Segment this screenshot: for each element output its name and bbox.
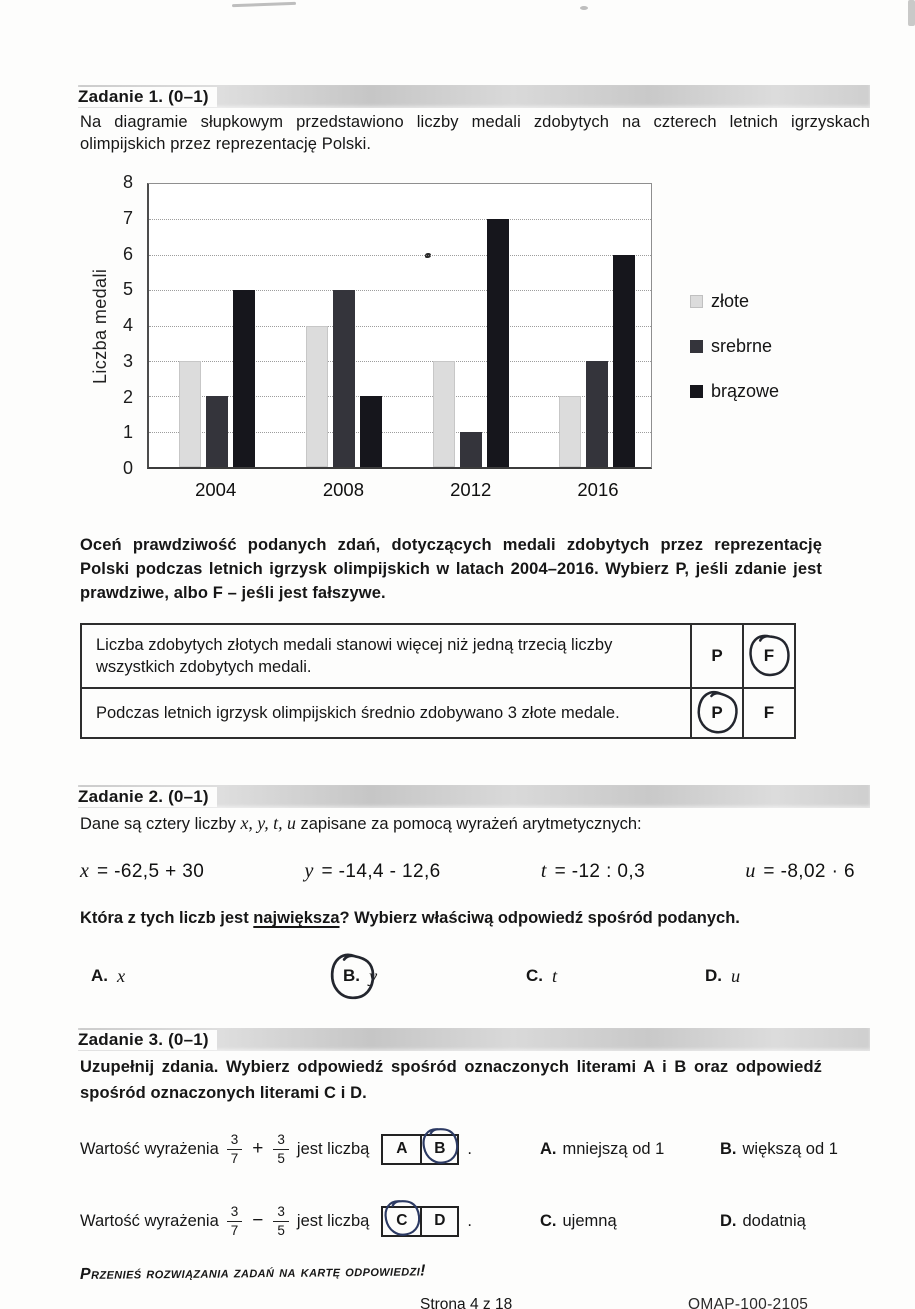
statement-text: Liczba zdobytych złotych medali stanowi więcej niż jedną trzecią liczby wszystkich zdobytych medali. (81, 624, 691, 688)
legend-label: srebrne (711, 336, 773, 356)
sentence-period: . (467, 1211, 472, 1230)
task2-intro-text (80, 813, 870, 834)
task3-sentence-row (80, 1196, 870, 1246)
bar-złote-2016 (559, 396, 581, 467)
chart-plot-column (122, 172, 652, 513)
y-tick-label: 0 (122, 458, 133, 479)
answer-p-label: P (711, 703, 723, 722)
choice-letter: B. (720, 1139, 737, 1158)
option-c (523, 964, 557, 988)
choice-d (720, 1212, 806, 1231)
question-underlined-word: największa (253, 909, 340, 927)
y-tick-label: 3 (122, 350, 133, 371)
fraction-denominator: 7 (227, 1149, 243, 1166)
letter-box-a: A (396, 1140, 408, 1157)
option-value: y (369, 965, 378, 986)
answer-f-label: F (763, 703, 775, 722)
bar-group-2008 (306, 184, 382, 467)
page-info-line (80, 1296, 870, 1309)
document-code: OMAP-100-2105 (688, 1296, 809, 1309)
fraction (227, 1133, 243, 1166)
bar-brązowe-2004 (233, 290, 255, 467)
y-tick-label: 6 (122, 243, 133, 264)
expr-var: y (304, 860, 314, 882)
task2-question (80, 909, 870, 928)
true-false-table (80, 623, 796, 739)
task3-sentence-row (80, 1124, 870, 1174)
expr-body: = -14,4 - 12,6 (321, 861, 441, 882)
chart-legend (690, 291, 779, 513)
expr-var: u (745, 860, 756, 882)
question-prefix: Która z tych liczb jest (80, 909, 254, 927)
legend-label: złote (711, 291, 750, 311)
sentence-middle: jest liczbą (296, 1139, 370, 1158)
expression-u (745, 860, 855, 883)
legend-swatch (690, 340, 703, 353)
bar-group-2004 (179, 184, 255, 467)
choice-text: ujemną (562, 1211, 617, 1230)
bar-group-2012 (433, 184, 509, 467)
letter-box-d: D (420, 1208, 457, 1235)
legend-item-złote (690, 291, 779, 312)
option-letter: B. (340, 964, 363, 988)
option-b (340, 964, 377, 988)
question-suffix: ? Wybierz właściwą odpowiedź spośród podanych. (339, 909, 740, 927)
fraction (273, 1205, 289, 1238)
option-letter: A. (91, 966, 108, 985)
task1-header-bar (78, 85, 870, 108)
choice-b (720, 1140, 838, 1159)
fraction-denominator: 7 (227, 1221, 243, 1238)
choice-letter: C. (540, 1211, 557, 1230)
y-tick-label: 5 (122, 279, 133, 300)
answer-letter-boxes (381, 1206, 459, 1237)
expression-t (541, 860, 645, 883)
fraction (273, 1133, 289, 1166)
task1-prompt-text: Oceń prawdziwość podanych zdań, dotyczących medali zdobytych przez reprezentację Polski podczas letnich igrzysk olimpijskich w latach 2004–2016. Wybierz P, jeśli zdanie jest prawdziwe, albo F – jeśli jest fałszywe. (80, 536, 822, 602)
x-tick-label: 2004 (195, 479, 237, 500)
chart-x-axis-labels (147, 477, 652, 507)
task3-title: Zadanie 3. (0–1) (78, 1030, 217, 1050)
sentence-middle: jest liczbą (296, 1211, 370, 1230)
option-a (88, 964, 125, 988)
choice-a (540, 1140, 712, 1159)
option-d (702, 964, 740, 988)
fraction-numerator: 3 (277, 1203, 285, 1219)
scan-artifact (580, 6, 588, 10)
fraction-denominator: 5 (273, 1221, 289, 1238)
intro-prefix: Dane są cztery liczby (80, 815, 236, 833)
expression-y (305, 860, 441, 883)
chart-y-axis-ticks (111, 172, 139, 479)
chart-plot-area (147, 183, 652, 469)
bar-złote-2008 (306, 326, 328, 468)
bar-brązowe-2008 (360, 396, 382, 467)
task3-header-bar (78, 1028, 870, 1051)
bar-group-2016 (559, 184, 635, 467)
expr-var: x (80, 860, 90, 882)
scan-artifact (232, 2, 296, 7)
task-3-section (80, 1028, 870, 1246)
legend-swatch (690, 295, 703, 308)
intro-suffix: zapisane za pomocą wyrażeń arytmetycznych: (300, 815, 642, 833)
bar-brązowe-2016 (613, 255, 635, 467)
scan-artifact (908, 0, 915, 26)
y-tick-label: 2 (122, 386, 133, 407)
operator: − (252, 1210, 264, 1231)
bar-brązowe-2012 (487, 219, 509, 467)
fraction-numerator: 3 (277, 1131, 285, 1147)
answer-f-label: F (763, 646, 775, 665)
answer-p-cell (691, 624, 743, 688)
expr-body: = -12 : 0,3 (554, 861, 646, 882)
legend-item-brązowe (690, 381, 779, 402)
sentence-period: . (467, 1139, 472, 1158)
fraction-numerator: 3 (230, 1131, 239, 1147)
legend-item-srebrne (690, 336, 779, 357)
x-tick-label: 2012 (450, 479, 492, 500)
sentence-with-fractions (80, 1133, 528, 1166)
operator: + (252, 1138, 264, 1159)
answer-letter-boxes (381, 1134, 459, 1165)
page-footer (79, 1262, 870, 1309)
expression-x (80, 860, 204, 883)
task1-intro-text: Na diagramie słupkowym przedstawiono liczby medali zdobytych na czterech letnich igrzyskach olimpijskich przez reprezentację Polski. (80, 113, 870, 153)
legend-swatch (690, 385, 703, 398)
x-tick-label: 2016 (577, 479, 619, 500)
task-1-section (80, 85, 870, 739)
fraction-denominator: 5 (273, 1149, 289, 1166)
statement-text: Podczas letnich igrzysk olimpijskich średnio zdobywano 3 złote medale. (81, 688, 691, 738)
option-value: t (552, 965, 558, 986)
transfer-answers-notice: Przenieś rozwiązania zadań na kartę odpowiedzi! (79, 1262, 426, 1283)
bar-srebrne-2016 (586, 361, 608, 467)
bar-srebrne-2012 (460, 432, 482, 467)
option-value: x (117, 965, 126, 986)
option-letter: C. (526, 966, 543, 985)
y-tick-label: 8 (122, 172, 133, 193)
expr-body: = -62,5 + 30 (96, 861, 205, 882)
choice-letter: A. (540, 1139, 557, 1158)
task1-title: Zadanie 1. (0–1) (78, 87, 217, 107)
fraction (227, 1205, 243, 1238)
task2-header-bar (78, 785, 870, 808)
intro-variables: x, y, t, u (240, 813, 296, 833)
task2-title: Zadanie 2. (0–1) (78, 787, 217, 807)
answer-p-label: P (711, 646, 723, 665)
y-tick-label: 4 (122, 315, 133, 336)
y-tick-label: 7 (122, 207, 133, 228)
expr-var: t (540, 860, 547, 882)
bar-złote-2012 (433, 361, 455, 467)
fraction-numerator: 3 (230, 1203, 239, 1219)
answer-f-cell (743, 624, 795, 688)
table-row (81, 624, 795, 688)
choice-text: mniejszą od 1 (562, 1139, 665, 1158)
task3-intro-text: Uzupełnij zdania. Wybierz odpowiedź spośród oznaczonych literami A i B oraz odpowiedź spośród oznaczonych literami C i D. (80, 1058, 822, 1102)
choice-letter: D. (720, 1211, 737, 1230)
choice-c (540, 1212, 712, 1231)
task2-options-row (80, 950, 870, 1002)
y-tick-label: 1 (122, 422, 133, 443)
expr-body: = -8,02 · 6 (763, 861, 855, 882)
letter-box-c: C (383, 1208, 420, 1235)
chart-y-axis-title: Liczba medali (90, 268, 110, 384)
expressions-row (80, 860, 855, 883)
answer-p-cell (691, 688, 743, 738)
legend-label: brązowe (711, 381, 780, 401)
bar-srebrne-2008 (333, 290, 355, 467)
bar-srebrne-2004 (206, 396, 228, 467)
sentence-with-fractions (80, 1205, 528, 1238)
bar-złote-2004 (179, 361, 201, 467)
task-2-section (80, 785, 870, 1002)
choice-text: dodatnią (742, 1211, 806, 1230)
sentence-prefix: Wartość wyrażenia (80, 1211, 219, 1230)
answer-f-cell (743, 688, 795, 738)
x-tick-label: 2008 (322, 479, 365, 500)
page-number: Strona 4 z 18 (420, 1296, 513, 1309)
medals-bar-chart (90, 171, 870, 513)
option-value: u (731, 965, 741, 986)
table-row (81, 688, 795, 738)
sentence-prefix: Wartość wyrażenia (80, 1139, 219, 1158)
letter-box-b: B (420, 1136, 457, 1163)
choice-text: większą od 1 (742, 1139, 838, 1158)
option-letter: D. (705, 966, 722, 985)
